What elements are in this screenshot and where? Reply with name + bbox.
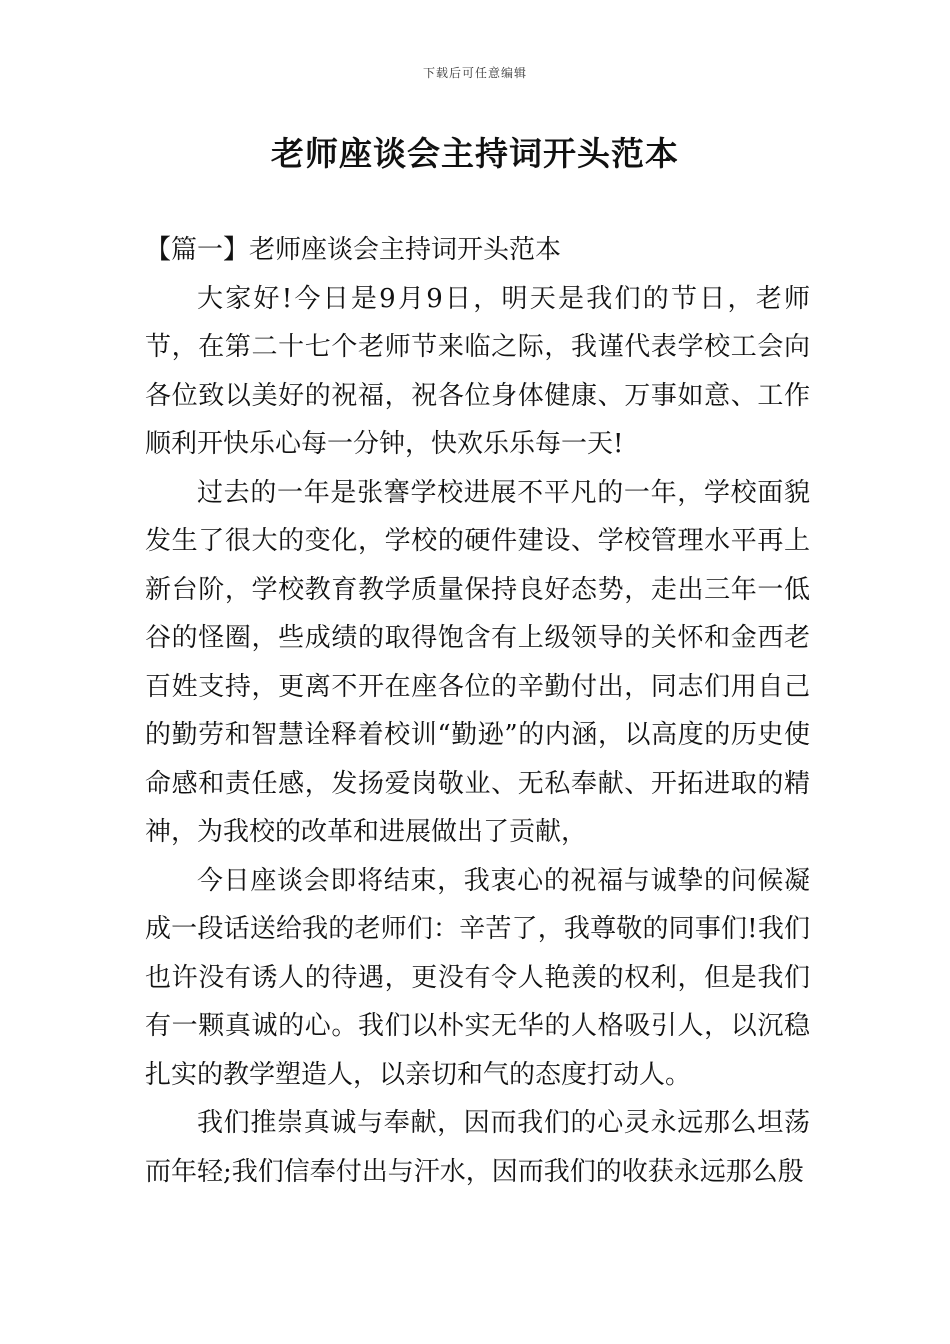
section-heading: 【篇一】老师座谈会主持词开头范本 <box>145 235 562 265</box>
paragraph-4: 我们推崇真诚与奉献，因而我们的心灵永远那么坦荡而年轻;我们信奉付出与汗水，因而我们的收获永远那么殷 <box>145 1108 810 1187</box>
paragraph-2: 过去的一年是张謇学校进展不平凡的一年，学校面貌发生了很大的变化，学校的硬件建设、学校管理水平再上新台阶，学校教育教学质量保持良好态势，走出三年一低谷的怪圈，些成绩的取得饱含有上级领导的关怀和金西老百姓支持，更离不开在座各位的辛勤付出，同志们用自己的勤劳和智慧诠释着校训“勤逊”的内涵，以高度的历史使命感和责任感，发扬爱岗敬业、无私奉献、开拓进取的精神，为我校的改革和进展做出了贡献， <box>145 477 810 847</box>
document-body <box>145 226 810 1196</box>
paragraph-3: 今日座谈会即将结束，我衷心的祝福与诚挚的问候凝成一段话送给我的老师们：辛苦了，我尊敬的同事们!我们也许没有诱人的待遇，更没有令人艳羡的权利，但是我们有一颗真诚的心。我们以朴实无华的人格吸引人，以沉稳扎实的教学塑造人，以亲切和气的态度打动人。 <box>145 865 810 1090</box>
paragraph-1: 大家好!今日是9月9日，明天是我们的节日，老师节，在第二十七个老师节来临之际，我谨代表学校工会向各位致以美好的祝福，祝各位身体健康、万事如意、工作顺利开快乐心每一分钟，快欢乐乐每一天! <box>145 283 810 459</box>
header-note: 下载后可任意编辑 <box>422 66 527 80</box>
document-title: 老师座谈会主持词开头范本 <box>271 134 679 173</box>
